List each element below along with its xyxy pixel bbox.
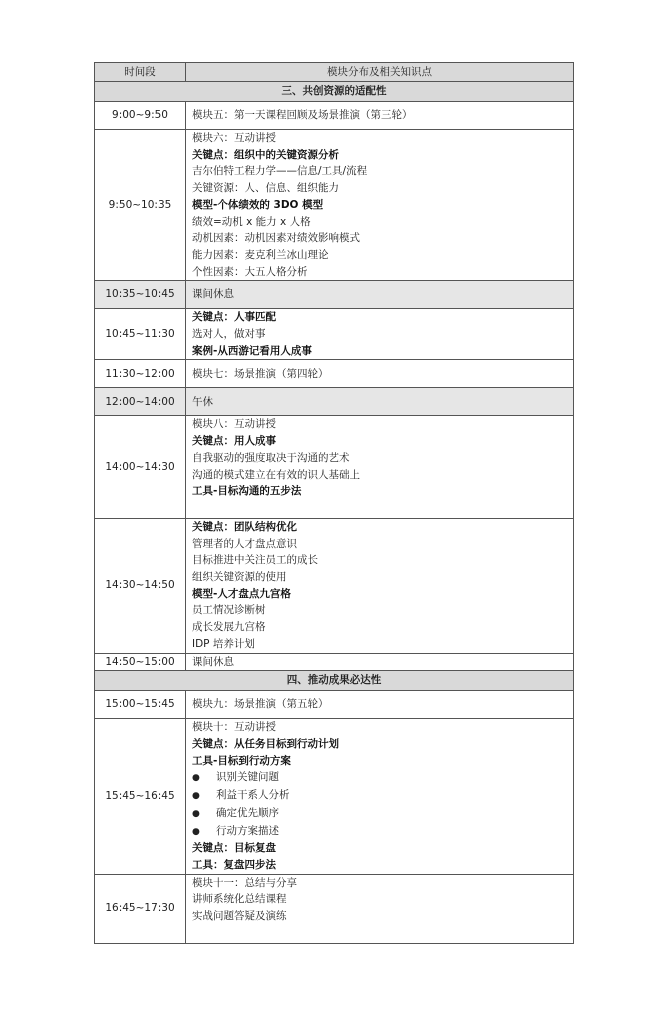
bullet-item: ● 确定优先顺序 <box>192 805 567 823</box>
content-line: 工具：复盘四步法 <box>192 858 276 871</box>
table-row <box>95 416 574 519</box>
content-cell <box>186 360 574 388</box>
content-line: 个性因素：大五人格分析 <box>192 265 308 278</box>
content-line: 管理者的人才盘点意识 <box>192 537 297 550</box>
section-title: 四、推动成果必达性 <box>95 671 574 691</box>
content-cell <box>186 416 574 519</box>
break-row <box>95 388 574 416</box>
content-cell <box>186 388 574 416</box>
table-row <box>95 309 574 360</box>
section-title: 三、共创资源的适配性 <box>95 82 574 102</box>
content-line: 模块九：场景推演（第五轮） <box>192 698 329 711</box>
section-row <box>95 671 574 691</box>
content-cell <box>186 691 574 719</box>
bullet-icon: ● <box>192 773 200 784</box>
bullet-icon: ● <box>192 826 200 837</box>
content-line: 模型-个体绩效的 3DO 模型 <box>192 198 324 211</box>
time-cell: 9:50~10:35 <box>95 130 186 281</box>
time-cell: 10:45~11:30 <box>95 309 186 360</box>
content-line: 关键点：团队结构优化 <box>192 520 297 533</box>
time-cell: 14:30~14:50 <box>95 518 186 653</box>
content-line: 关键点：目标复盘 <box>192 842 276 855</box>
table-header-row <box>95 63 574 82</box>
content-cell <box>186 518 574 653</box>
content-line: 实战问题答疑及演练 <box>192 910 287 923</box>
content-line: 绩效=动机 x 能力 x 人格 <box>192 215 311 228</box>
content-cell <box>186 130 574 281</box>
bullet-icon: ● <box>192 791 200 802</box>
content-cell <box>186 719 574 874</box>
time-cell: 15:45~16:45 <box>95 719 186 874</box>
content-line: 成长发展九宫格 <box>192 621 266 634</box>
table-row <box>95 874 574 943</box>
content-line: 沟通的模式建立在有效的识人基础上 <box>192 468 360 481</box>
content-line: 吉尔伯特工程力学——信息/工具/流程 <box>192 165 368 178</box>
table-row <box>95 653 574 671</box>
time-cell: 16:45~17:30 <box>95 874 186 943</box>
content-line: 模块五：第一天课程回顾及场景推演（第三轮） <box>192 109 413 122</box>
content-line: 课间休息 <box>192 288 234 301</box>
content-line: 模块十：互动讲授 <box>192 721 276 734</box>
content-line: 能力因素：麦克利兰冰山理论 <box>192 248 329 261</box>
content-line: 关键点：组织中的关键资源分析 <box>192 148 339 161</box>
content-line: 动机因素：动机因素对绩效影响模式 <box>192 232 360 245</box>
time-cell: 15:00~15:45 <box>95 691 186 719</box>
content-line: IDP 培养计划 <box>192 637 255 650</box>
time-cell: 11:30~12:00 <box>95 360 186 388</box>
table-row <box>95 130 574 281</box>
time-cell: 14:50~15:00 <box>95 653 186 671</box>
content-cell <box>186 102 574 130</box>
time-cell: 14:00~14:30 <box>95 416 186 519</box>
bullet-icon: ● <box>192 808 200 819</box>
content-line: 关键点：人事匹配 <box>192 311 276 324</box>
content-cell <box>186 653 574 671</box>
content-cell <box>186 874 574 943</box>
table-row <box>95 102 574 130</box>
table-row <box>95 360 574 388</box>
content-line: 午休 <box>192 395 213 408</box>
content-line: 讲师系统化总结课程 <box>192 893 287 906</box>
content-line: 工具-目标沟通的五步法 <box>192 485 302 498</box>
content-column-header: 模块分布及相关知识点 <box>186 63 574 82</box>
schedule-table <box>94 62 574 944</box>
content-line: 模型-人才盘点九宫格 <box>192 587 291 600</box>
table-row <box>95 518 574 653</box>
content-line: 关键点：从任务目标到行动计划 <box>192 737 339 750</box>
content-line: 自我驱动的强度取决于沟通的艺术 <box>192 451 350 464</box>
content-line: 工具-目标到行动方案 <box>192 754 291 767</box>
time-cell: 12:00~14:00 <box>95 388 186 416</box>
content-line: 关键点：用人成事 <box>192 435 276 448</box>
content-line: 目标推进中关注员工的成长 <box>192 554 318 567</box>
time-column-header: 时间段 <box>95 63 186 82</box>
content-line: 选对人，做对事 <box>192 328 266 341</box>
content-line: 案例-从西游记看用人成事 <box>192 344 312 357</box>
table-row <box>95 691 574 719</box>
content-cell <box>186 309 574 360</box>
time-cell: 10:35~10:45 <box>95 281 186 309</box>
content-line: 模块八：互动讲授 <box>192 418 276 431</box>
section-row <box>95 82 574 102</box>
bullet-item: ● 识别关键问题 <box>192 769 567 787</box>
content-cell <box>186 281 574 309</box>
content-line: 模块六：互动讲授 <box>192 132 276 144</box>
content-line: 员工情况诊断树 <box>192 604 266 617</box>
time-cell: 9:00~9:50 <box>95 102 186 130</box>
content-line: 模块七：场景推演（第四轮） <box>192 367 329 380</box>
content-line: 关键资源：人、信息、组织能力 <box>192 182 339 195</box>
bullet-item: ● 行动方案描述 <box>192 823 567 841</box>
table-row <box>95 719 574 874</box>
break-row <box>95 281 574 309</box>
content-line: 组织关键资源的使用 <box>192 571 287 584</box>
bullet-item: ● 利益干系人分析 <box>192 787 567 805</box>
content-line: 模块十一：总结与分享 <box>192 876 297 889</box>
content-line: 课间休息 <box>192 655 234 668</box>
